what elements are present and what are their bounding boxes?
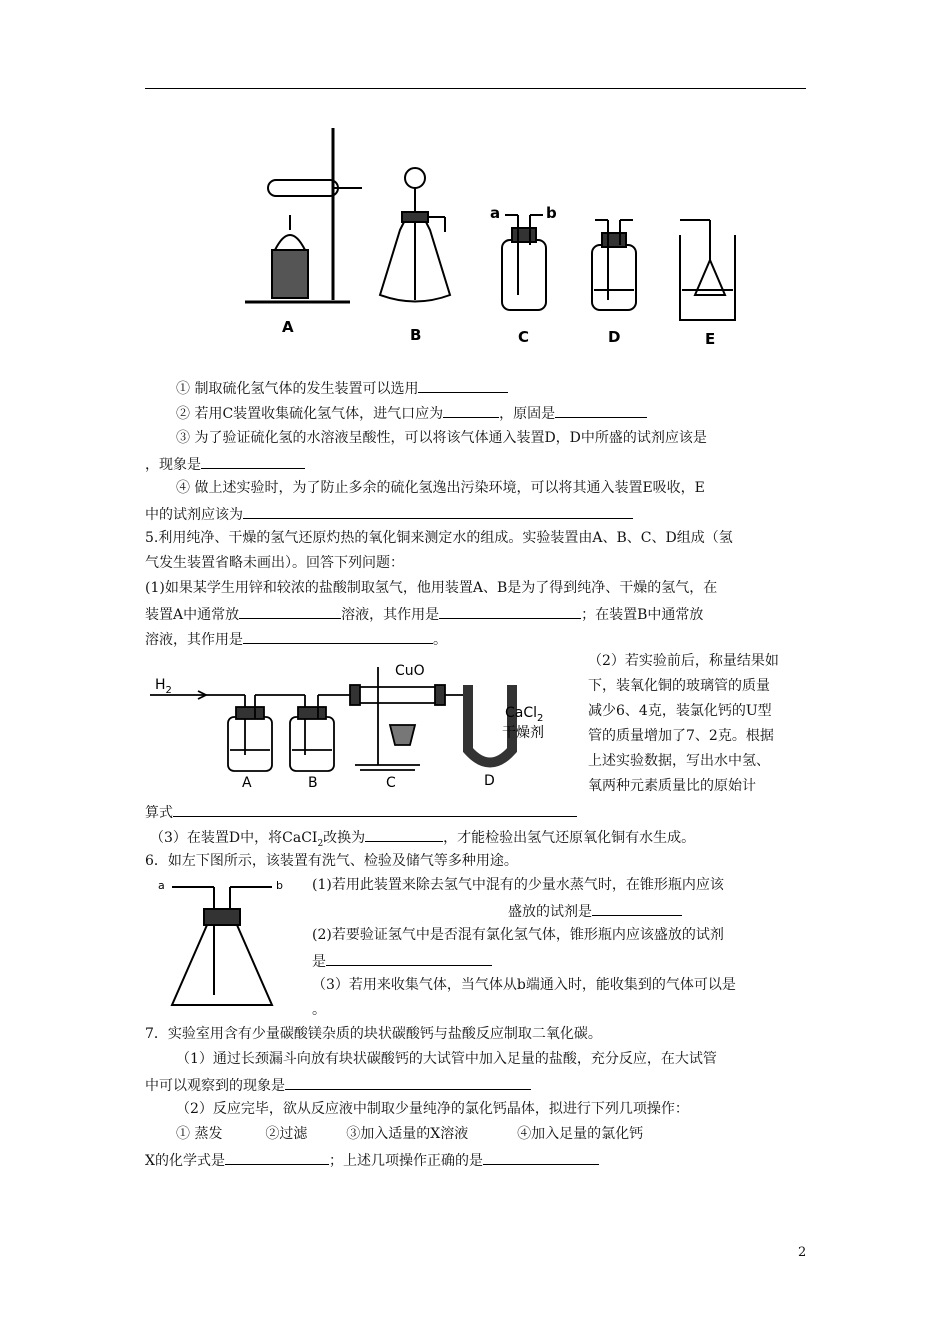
fig1-label-b: B [410,326,422,344]
q7-part2: （2）反应完毕，欲从反应液中制取少量纯净的氯化钙晶体，拟进行下列几项操作： [176,1101,689,1117]
op-3: ③加入适量的X溶液 [346,1126,469,1142]
q5-part2-line: （2）若实验前后，称量结果如 [588,653,779,669]
q5-part2-line: 管的质量增加了7、2克。根据 [588,728,774,744]
answer-blank [555,402,647,418]
answer-blank [285,1074,531,1090]
q5-part3: （3）在装置D中，将CaCI$_2$改换为 ，才能检验出氢气还原氧化铜有水生成。 [150,826,695,854]
fig2-label-b: B [308,775,318,791]
q7-part3: X的化学式是 ；上述几项操作正确的是 [145,1149,599,1171]
answer-blank [243,628,433,644]
q5-part2-line: 上述实验数据，写出水中氢、 [588,753,770,769]
q4-item-4: ④ 做上述实验时，为了防止多余的硫化氢逸出污染环境，可以将其通入装置E吸收，E [176,480,705,496]
fig1-label-a: A [282,318,294,336]
desiccant-label: 干燥剂 [502,725,544,741]
fig2-label-d: D [484,773,495,789]
op-4: ④加入足量的氯化钙 [517,1126,644,1142]
apparatus-figure-2 [150,655,580,795]
q4-item-3: ③ 为了验证硫化氢的水溶液呈酸性，可以将该气体通入装置D，D中所盛的试剂应该是 [176,430,707,446]
op-2: ②过滤 [265,1126,308,1142]
fig1-port-a: a [490,204,501,222]
fig1-label-c: C [518,328,530,346]
q5-part2-line: 下，装氧化铜的玻璃管的质量 [588,678,770,694]
q6-part1-cont: 盛放的试剂是 [508,900,682,922]
fig1-port-b: b [546,204,557,222]
q6-part3-cont: 。 [312,1002,326,1018]
wash-bottle-figure [152,877,292,1017]
port-a-label: a [158,879,165,892]
fig1-label-e: E [705,330,716,348]
answer-blank [173,801,577,817]
header-rule [145,88,806,89]
q7-part1-cont: 中可以观察到的现象是 [145,1074,531,1096]
h2-label: H [155,677,166,693]
q6-heading: 6．如左下图所示，该装置有洗气、检验及储气等多种用途。 [145,853,518,869]
q6-part2: (2)若要验证氢气中是否混有氯化氢气体，锥形瓶内应该盛放的试剂 [312,927,724,943]
q5-heading-cont: 气发生装置省略未画出）。回答下列问题： [145,555,404,571]
answer-blank [365,826,443,842]
q6-part1: (1)若用此装置来除去氢气中混有的少量水蒸气时，在锥形瓶内应该 [312,877,724,893]
q7-heading: 7．实验室用含有少量碳酸镁杂质的块状碳酸钙与盐酸反应制取二氧化碳。 [145,1026,602,1042]
q7-part1: （1）通过长颈漏斗向放有块状碳酸钙的大试管中加入足量的盐酸，充分反应，在大试管 [176,1051,717,1067]
q4-item-3-cont: ，现象是 [145,453,305,475]
fig1-label-d: D [608,328,621,346]
q4-item-2: ② 若用C装置收集硫化氢气体，进气口应为 ，原固是 [176,402,647,424]
answer-blank [326,950,492,966]
cuo-label: CuO [395,663,425,679]
page-number: 2 [798,1245,807,1260]
answer-blank [439,603,581,619]
svg-text:CaCl2: CaCl$_2$ [505,705,544,724]
op-1: ① 蒸发 [176,1126,223,1142]
q6-part2-cont: 是 [312,950,492,972]
q5-part1-cont: 装置A中通常放 溶液，其作用是 ；在装置B中通常放 [145,603,703,625]
cacl2-label: CaCl [505,705,538,721]
fig2-label-a: A [242,775,252,791]
answer-blank [225,1149,329,1165]
answer-blank [243,503,633,519]
q6-part3: （3）若用来收集气体，当气体从b端通入时，能收集到的气体可以是 [312,977,736,993]
answer-blank [201,453,305,469]
svg-text:H2: $H_2$ [155,677,172,696]
q4-item-1: ① 制取硫化氢气体的发生装置可以选用 [176,377,508,399]
apparatus-figure-1 [240,120,750,355]
answer-blank [483,1149,599,1165]
q5-heading: 5.利用纯净、干燥的氢气还原灼热的氧化铜来测定水的组成。实验装置由A、B、C、D组成（氢 [145,530,733,546]
answer-blank [239,603,341,619]
q7-operations [176,1124,643,1144]
q5-part2-formula: 算式 [145,801,577,823]
answer-blank [443,402,499,418]
q4-item-4-cont: 中的试剂应该为 [145,503,633,525]
answer-blank [418,377,508,393]
port-b-label: b [276,879,283,892]
q5-part1: (1)如果某学生用锌和较浓的盐酸制取氢气，他用装置A、B是为了得到纯净、干燥的氢气，在 [145,580,718,596]
q5-part1-cont2: 溶液，其作用是 。 [145,628,447,650]
answer-blank [592,900,682,916]
fig2-label-c: C [386,775,396,791]
q5-part2-line: 减少6、4克，装氯化钙的U型 [588,703,772,719]
q5-part2-line: 氧两种元素质量比的原始计 [588,778,756,794]
